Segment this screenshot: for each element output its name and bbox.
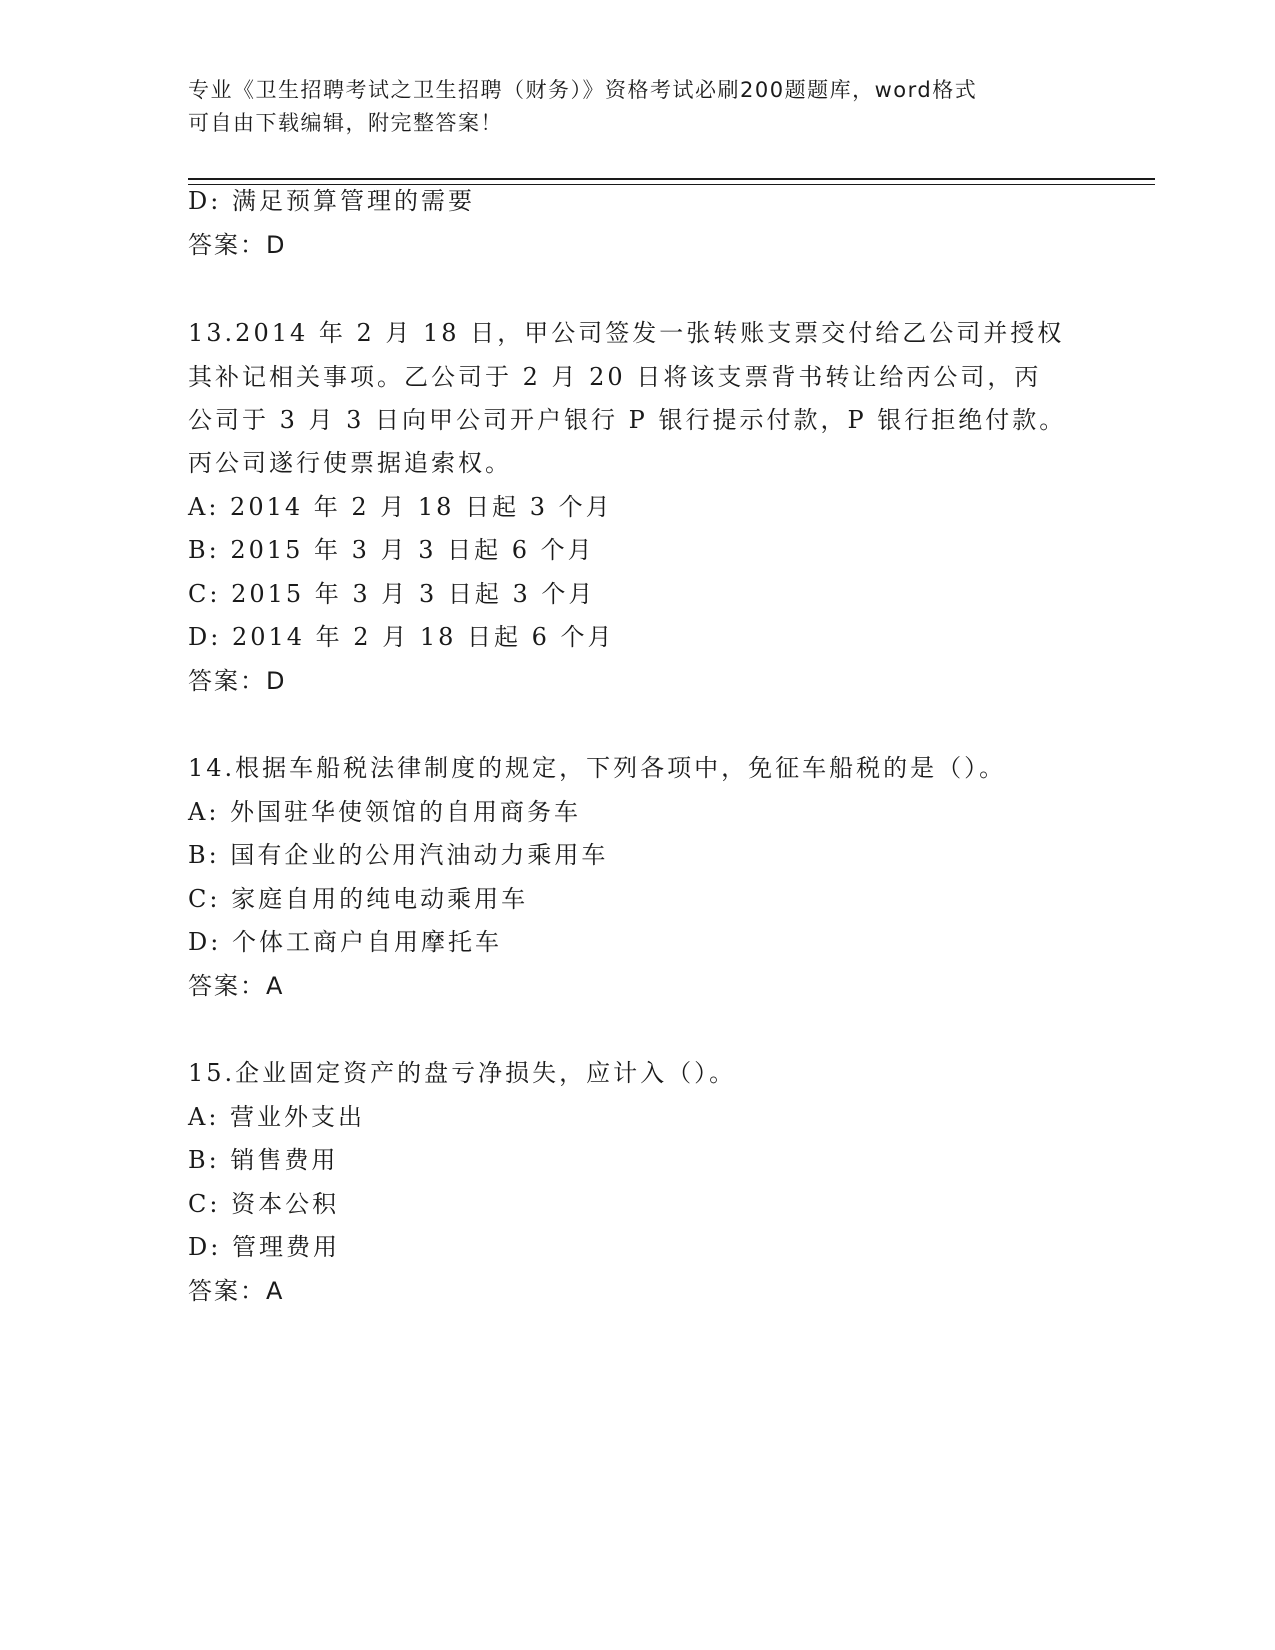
q14-option-a: A: 外国驻华使领馆的自用商务车 [188, 798, 582, 826]
q15-answer: 答案：A [188, 1277, 285, 1305]
prev-answer: 答案：D [188, 231, 287, 259]
document-header [188, 74, 1078, 140]
q14-answer: 答案：A [188, 972, 285, 1000]
q14-option-b: B: 国有企业的公用汽油动力乘用车 [188, 841, 609, 869]
q15-option-a: A: 营业外支出 [188, 1103, 366, 1131]
prev-option-d: D: 满足预算管理的需要 [188, 187, 475, 215]
q13-stem-line-3: 公司于 3 月 3 日向甲公司开户银行 P 银行提示付款，P 银行拒绝付款。 [188, 406, 1067, 434]
q15-option-d: D: 管理费用 [188, 1233, 340, 1261]
q15-option-b: B: 销售费用 [188, 1146, 339, 1174]
q14-option-c: C: 家庭自用的纯电动乘用车 [188, 885, 529, 913]
q14-option-d: D: 个体工商户自用摩托车 [188, 928, 502, 956]
q13-stem-line-4: 丙公司遂行使票据追索权。 [188, 449, 512, 477]
q13-option-a: A: 2014 年 2 月 18 日起 3 个月 [188, 493, 613, 521]
q13-stem-line-1: 13.2014 年 2 月 18 日，甲公司签发一张转账支票交付给乙公司并授权 [188, 319, 1065, 347]
q13-option-b: B: 2015 年 3 月 3 日起 6 个月 [188, 536, 595, 564]
q13-answer: 答案：D [188, 667, 287, 695]
header-line-1: 专业《卫生招聘考试之卫生招聘（财务）》资格考试必刷200题题库，word格式 [188, 78, 978, 102]
header-line-2: 可自由下载编辑，附完整答案！ [188, 111, 503, 135]
header-divider-thin [188, 184, 1155, 185]
q13-option-d: D: 2014 年 2 月 18 日起 6 个月 [188, 623, 615, 651]
q15-stem: 15.企业固定资产的盘亏净损失，应计入（）。 [188, 1059, 737, 1087]
q13-option-c: C: 2015 年 3 月 3 日起 3 个月 [188, 580, 596, 608]
q13-stem-line-2: 其补记相关事项。乙公司于 2 月 20 日将该支票背书转让给丙公司，丙 [188, 363, 1042, 391]
header-divider-thick [188, 178, 1155, 180]
q14-stem: 14.根据车船税法律制度的规定，下列各项中，免征车船税的是（）。 [188, 754, 1007, 782]
q15-option-c: C: 资本公积 [188, 1190, 340, 1218]
